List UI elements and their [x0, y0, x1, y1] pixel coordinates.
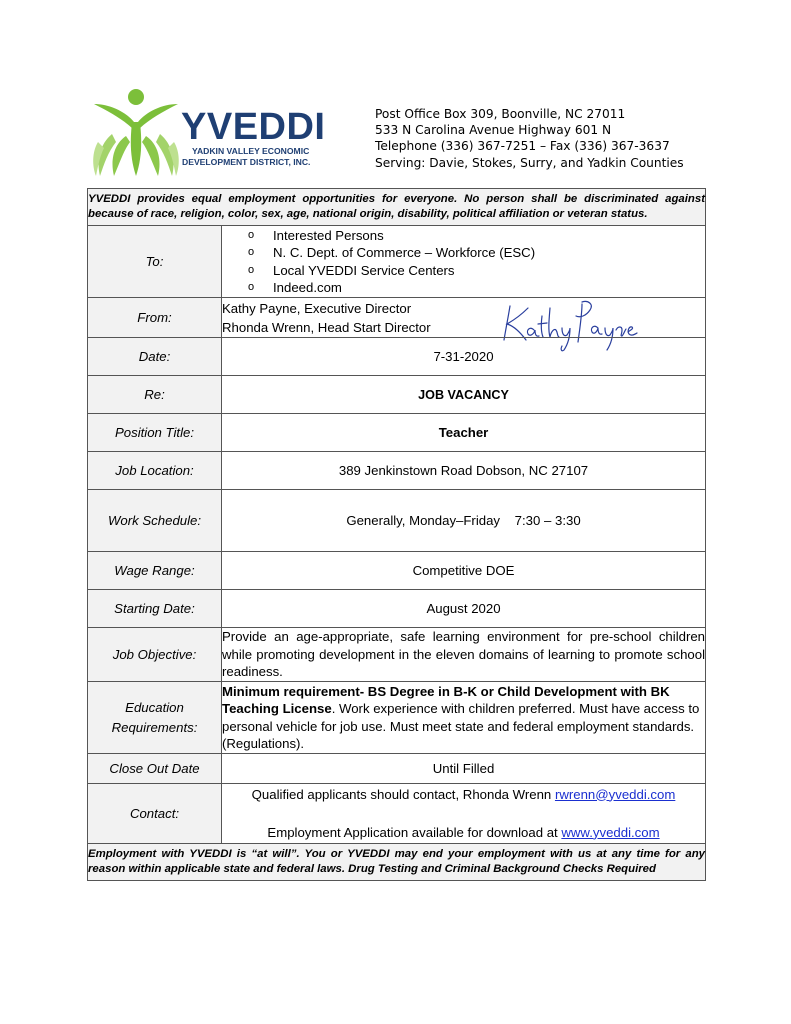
from-value: [222, 298, 706, 338]
to-label: To:: [88, 226, 222, 298]
address-block: [375, 106, 684, 171]
eeo-statement: YVEDDI provides equal employment opportunities for everyone. No person shall be discriminated against because of race, religion, color, sex, age, national origin, disability, political affiliation or veteran status.: [88, 189, 706, 226]
position-title-value: Teacher: [222, 414, 706, 452]
work-schedule-value: Generally, Monday–Friday 7:30 – 3:30: [222, 490, 706, 552]
bullet-icon: o: [248, 281, 255, 293]
recipient-text: Local YVEDDI Service Centers: [273, 262, 455, 278]
education-label-line1: Education: [125, 699, 184, 715]
recipient-text: Indeed.com: [273, 280, 342, 295]
education-details: . Work experience with children preferred. Must have access to personal vehicle for job use. Must meet state and federal employment standards. (Regulations).: [222, 701, 700, 751]
close-out-value: Until Filled: [222, 754, 706, 784]
logo-subtitle-line2: DEVELOPMENT DISTRICT, INC.: [182, 157, 311, 167]
wage-range-value: Competitive DOE: [222, 552, 706, 590]
leaf-person-icon: [92, 86, 184, 178]
to-recipients: [222, 226, 706, 298]
website-link[interactable]: www.yveddi.com: [561, 824, 660, 840]
contact-line: [222, 785, 705, 805]
wage-range-label: Wage Range:: [88, 552, 222, 590]
education-label: [88, 682, 222, 754]
recipient-item: [222, 262, 705, 280]
logo-subtitle-line1: YADKIN VALLEY ECONOMIC: [192, 146, 310, 156]
application-text: Employment Application available for download at: [267, 824, 562, 840]
starting-date-label: Starting Date:: [88, 590, 222, 628]
recipient-text: Interested Persons: [273, 227, 384, 243]
re-value: JOB VACANCY: [222, 376, 706, 414]
job-vacancy-table: [87, 188, 706, 881]
work-schedule-label: Work Schedule:: [88, 490, 222, 552]
logo-wordmark: YVEDDI: [181, 106, 326, 148]
education-minimum: Minimum requirement- BS Degree in B-K or Child Development with BK Teaching License: [222, 683, 670, 716]
position-title-label: Position Title:: [88, 414, 222, 452]
re-label: Re:: [88, 376, 222, 414]
job-location-value: 389 Jenkinstown Road Dobson, NC 27107: [222, 452, 706, 490]
close-out-label: Close Out Date: [88, 754, 222, 784]
bullet-icon: o: [248, 228, 255, 241]
address-line: Telephone (336) 367-7251 – Fax (336) 367-3637: [375, 139, 670, 154]
bullet-icon: o: [248, 246, 255, 258]
contact-value: [222, 784, 706, 844]
date-label: Date:: [88, 338, 222, 376]
starting-date-value: August 2020: [222, 590, 706, 628]
recipient-item: [222, 227, 705, 245]
recipient-list: [222, 227, 705, 297]
bullet-icon: o: [248, 263, 255, 276]
contact-text: Qualified applicants should contact, Rhonda Wrenn: [251, 786, 555, 802]
application-line: [222, 823, 705, 843]
recipient-item: [222, 279, 705, 297]
from-label: From:: [88, 298, 222, 338]
education-label-line2: Requirements:: [111, 719, 198, 735]
address-line: 533 N Carolina Avenue Highway 601 N: [375, 123, 612, 138]
job-location-label: Job Location:: [88, 452, 222, 490]
at-will-statement: Employment with YVEDDI is “at will”. You or YVEDDI may end your employment with us at any time for any reason within applicable state and federal laws. Drug Testing and Criminal Background Checks Required: [88, 844, 706, 881]
address-line: Serving: Davie, Stokes, Surry, and Yadkin Counties: [375, 155, 684, 170]
yveddi-logo: [92, 86, 332, 178]
date-value: 7-31-2020: [222, 338, 706, 376]
job-objective-label: Job Objective:: [88, 628, 222, 682]
job-objective-value: Provide an age-appropriate, safe learning environment for pre-school children while promoting development in the eleven domains of learning to promote school readiness.: [222, 628, 706, 682]
recipient-text: N. C. Dept. of Commerce – Workforce (ESC): [273, 245, 536, 260]
from-line: Kathy Payne, Executive Director: [222, 300, 412, 316]
address-line: Post Office Box 309, Boonville, NC 27011: [375, 107, 626, 121]
contact-email-link[interactable]: rwrenn@yveddi.com: [554, 786, 676, 802]
contact-label: Contact:: [88, 784, 222, 844]
recipient-item: [222, 244, 705, 262]
from-line: Rhonda Wrenn, Head Start Director: [222, 319, 431, 335]
education-value: [222, 682, 706, 754]
logo-subtitle: [182, 146, 310, 168]
